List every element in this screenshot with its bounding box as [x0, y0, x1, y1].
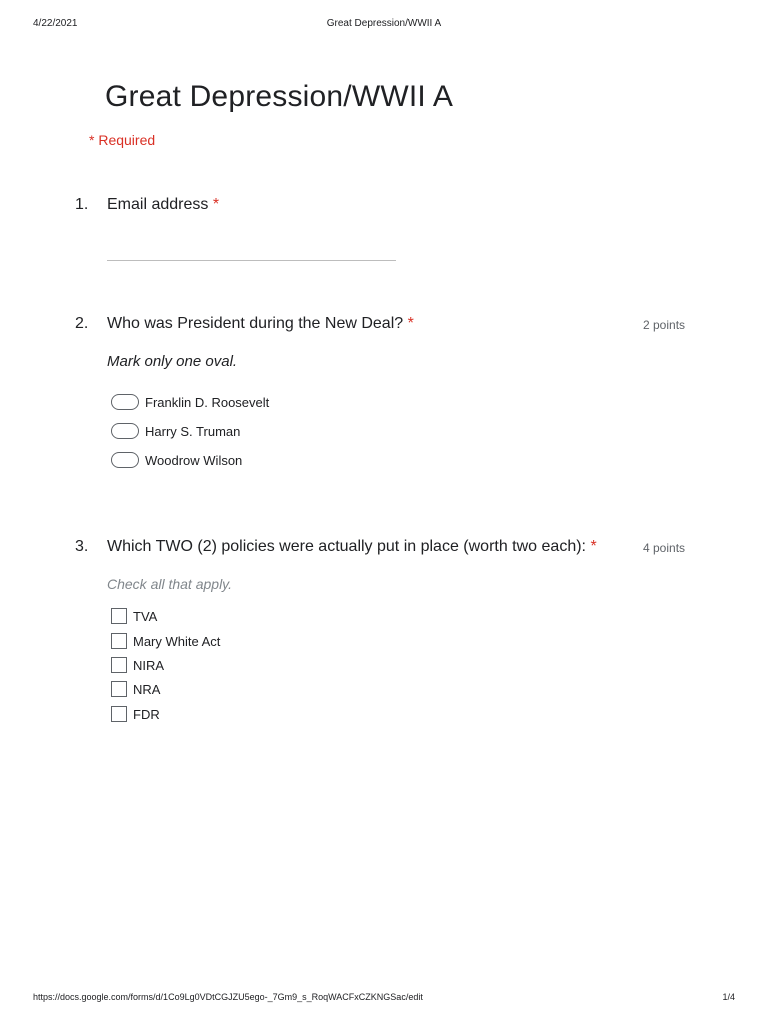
required-note: * Required	[89, 132, 156, 148]
question-number: 1.	[75, 196, 89, 213]
page-number: 1/4	[722, 992, 735, 1002]
radio-option-harry-s-truman[interactable]	[111, 421, 240, 441]
option-label: FDR	[133, 706, 160, 722]
checkbox[interactable]	[111, 657, 127, 673]
question-title-text: Which TWO (2) policies were actually put in place (worth two each):	[107, 538, 586, 555]
print-url: https://docs.google.com/forms/d/1Co9Lg0VDtCGJZU5ego-_7Gm9_s_RoqWACFxCZKNGSac/edit	[33, 992, 423, 1002]
radio-oval[interactable]	[111, 452, 139, 468]
option-label: Woodrow Wilson	[145, 452, 243, 468]
print-date: 4/22/2021	[33, 18, 78, 29]
question-number: 3.	[75, 538, 89, 555]
checkbox-option-nira[interactable]	[111, 655, 164, 675]
question-title	[107, 538, 597, 556]
radio-oval[interactable]	[111, 423, 139, 439]
checkbox[interactable]	[111, 681, 127, 697]
print-doc-title: Great Depression/WWII A	[326, 18, 442, 29]
checkbox[interactable]	[111, 706, 127, 722]
checkbox-option-tva[interactable]	[111, 606, 157, 626]
checkbox-option-fdr[interactable]	[111, 704, 160, 724]
question-title-text: Who was President during the New Deal?	[107, 315, 404, 332]
question-title-text: Email address	[107, 196, 209, 213]
question-points: 4 points	[643, 541, 686, 555]
radio-oval[interactable]	[111, 394, 139, 410]
question-title	[107, 196, 219, 214]
question-number: 2.	[75, 315, 89, 332]
option-label: NIRA	[133, 657, 165, 673]
question-instruction: Check all that apply.	[107, 576, 233, 592]
required-asterisk: *	[590, 538, 597, 555]
option-label: TVA	[133, 608, 158, 624]
print-header	[0, 18, 768, 32]
radio-option-woodrow-wilson[interactable]	[111, 450, 242, 470]
option-label: Harry S. Truman	[145, 423, 241, 439]
option-label: Franklin D. Roosevelt	[145, 394, 270, 410]
checkbox[interactable]	[111, 633, 127, 649]
option-label: NRA	[133, 681, 161, 697]
checkbox-option-mary-white-act[interactable]	[111, 631, 220, 651]
email-field[interactable]	[107, 260, 396, 261]
checkbox-option-nra[interactable]	[111, 679, 160, 699]
radio-option-franklin-d-roosevelt[interactable]	[111, 392, 269, 412]
print-footer	[0, 992, 768, 1006]
checkbox[interactable]	[111, 608, 127, 624]
required-asterisk: *	[212, 196, 220, 213]
form-title: Great Depression/WWII A	[105, 80, 454, 113]
question-title	[107, 315, 414, 333]
question-instruction: Mark only one oval.	[107, 353, 238, 370]
option-label: Mary White Act	[133, 633, 221, 649]
required-asterisk: *	[407, 315, 414, 332]
question-points: 2 points	[643, 318, 686, 332]
